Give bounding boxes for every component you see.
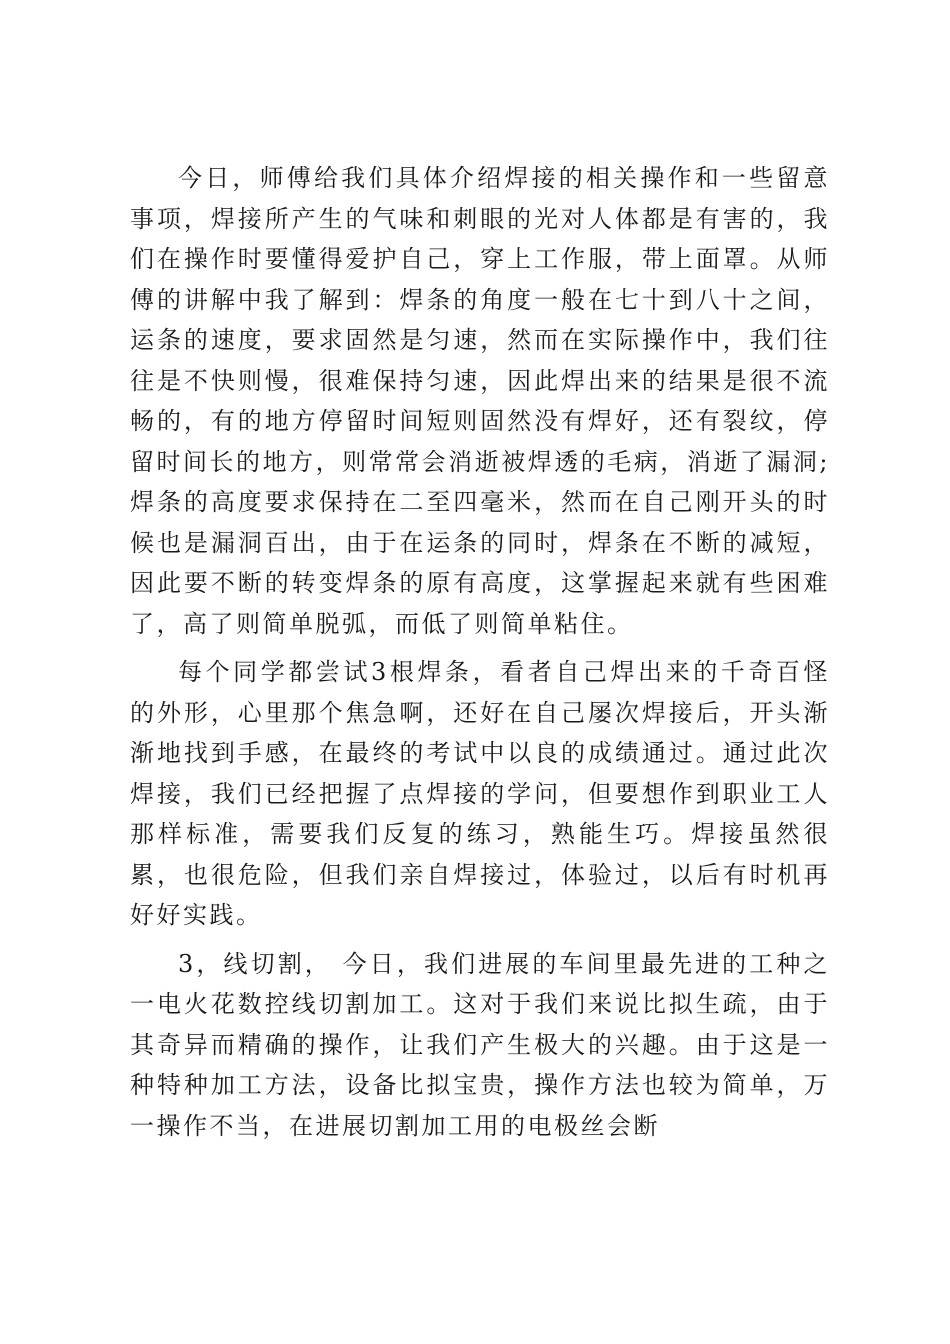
paragraph-welding-practice: 每个同学都尝试3根焊条，看者自己焊出来的千奇百怪的外形，心里那个焦急啊，还好在自己屡次焊接后，开头渐渐地找到手感，在最终的考试中以良的成绩通过。通过此次焊接，我们已经把握了点焊接的学问，但要想作到职业工人那样标准，需要我们反复的练习，熟能生巧。焊接虽然很累，也很危险，但我们亲自焊接过，体验过，以后有时机再好好实践。 [130, 658, 830, 929]
paragraph-wire-cutting: 3，线切割， 今日，我们进展的车间里最先进的工种之一电火花数控线切割加工。这对于我们来说比拟生疏，由于其奇异而精确的操作，让我们产生极大的兴趣。由于这是一种特种加工方法，设备比拟宝贵，操作方法也较为简单，万一操作不当，在进展切割加工用的电极丝会断 [130, 949, 830, 1140]
paragraph-welding-operation: 今日，师傅给我们具体介绍焊接的相关操作和一些留意事项，焊接所产生的气味和刺眼的光对人体都是有害的，我们在操作时要懂得爱护自己，穿上工作服，带上面罩。从师傅的讲解中我了解到：焊条的角度一般在七十到八十之间，运条的速度，要求固然是匀速，然而在实际操作中，我们往往是不快则慢，很难保持匀速，因此焊出来的结果是很不流畅的，有的地方停留时间短则固然没有焊好，还有裂纹，停留时间长的地方，则常常会消逝被焊透的毛病，消逝了漏洞;焊条的高度要求保持在二至四毫米，然而在自己刚开头的时候也是漏洞百出，由于在运条的同时，焊条在不断的减短，因此要不断的转变焊条的原有高度，这掌握起来就有些困难了，高了则简单脱弧，而低了则简单粘住。 [130, 164, 830, 638]
document-body [130, 158, 830, 1154]
